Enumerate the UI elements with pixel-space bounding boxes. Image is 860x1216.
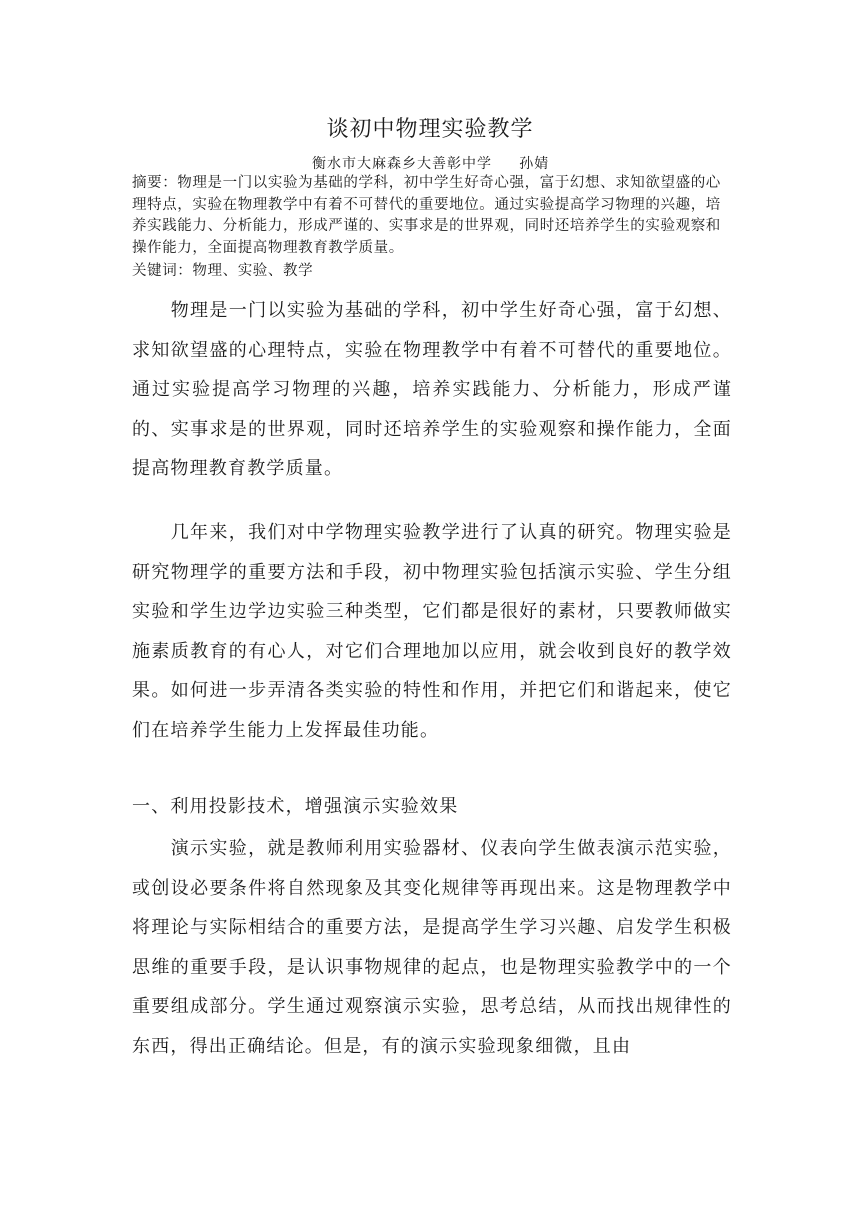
keywords: 关键词：物理、实验、教学 xyxy=(132,263,314,279)
document-title: 谈初中物理实验教学 xyxy=(326,117,534,142)
abstract: 摘要：物理是一门以实验为基础的学科，初中学生好奇心强，富于幻想、求知欲望盛的心理特点，实验在物理教学中有着不可替代的重要地位。通过实验提高学习物理的兴趣，培养实践能力、分析能力，形成严谨的、实事求是的世界观，同时还培养学生的实验观察和操作能力，全面提高物理教育教学质量。 xyxy=(132,175,721,256)
author-line: 衡水市大麻森乡大善彰中学 孙婧 xyxy=(312,156,550,172)
body-paragraph-3: 演示实验，就是教师利用实验器材、仪表向学生做表演示范实验，或创设必要条件将自然现象及其变化规律等再现出来。这是物理教学中将理论与实际相结合的重要方法，是提高学生学习兴趣、启发学生积极思维的重要手段，是认识事物规律的起点，也是物理实验教学中的一个重要组成部分。学生通过观察演示实验，思考总结，从而找出规律性的东西，得出正确结论。但是，有的演示实验现象细微，且由 xyxy=(132,838,732,1057)
body-paragraph-2: 几年来，我们对中学物理实验教学进行了认真的研究。物理实验是研究物理学的重要方法和手段，初中物理实验包括演示实验、学生分组实验和学生边学边实验三种类型，它们都是很好的素材，只要教师做实施素质教育的有心人，对它们合理地加以应用，就会收到良好的教学效果。如何进一步弄清各类实验的特性和作用，并把它们和谐起来，使它们在培养学生能力上发挥最佳功能。 xyxy=(132,522,732,741)
section-heading: 一、利用投影技术，增强演示实验效果 xyxy=(132,796,459,817)
body-paragraph-1: 物理是一门以实验为基础的学科，初中学生好奇心强，富于幻想、求知欲望盛的心理特点，实验在物理教学中有着不可替代的重要地位。通过实验提高学习物理的兴趣，培养实践能力、分析能力，形成严谨的、实事求是的世界观，同时还培养学生的实验观察和操作能力，全面提高物理教育教学质量。 xyxy=(132,300,732,479)
